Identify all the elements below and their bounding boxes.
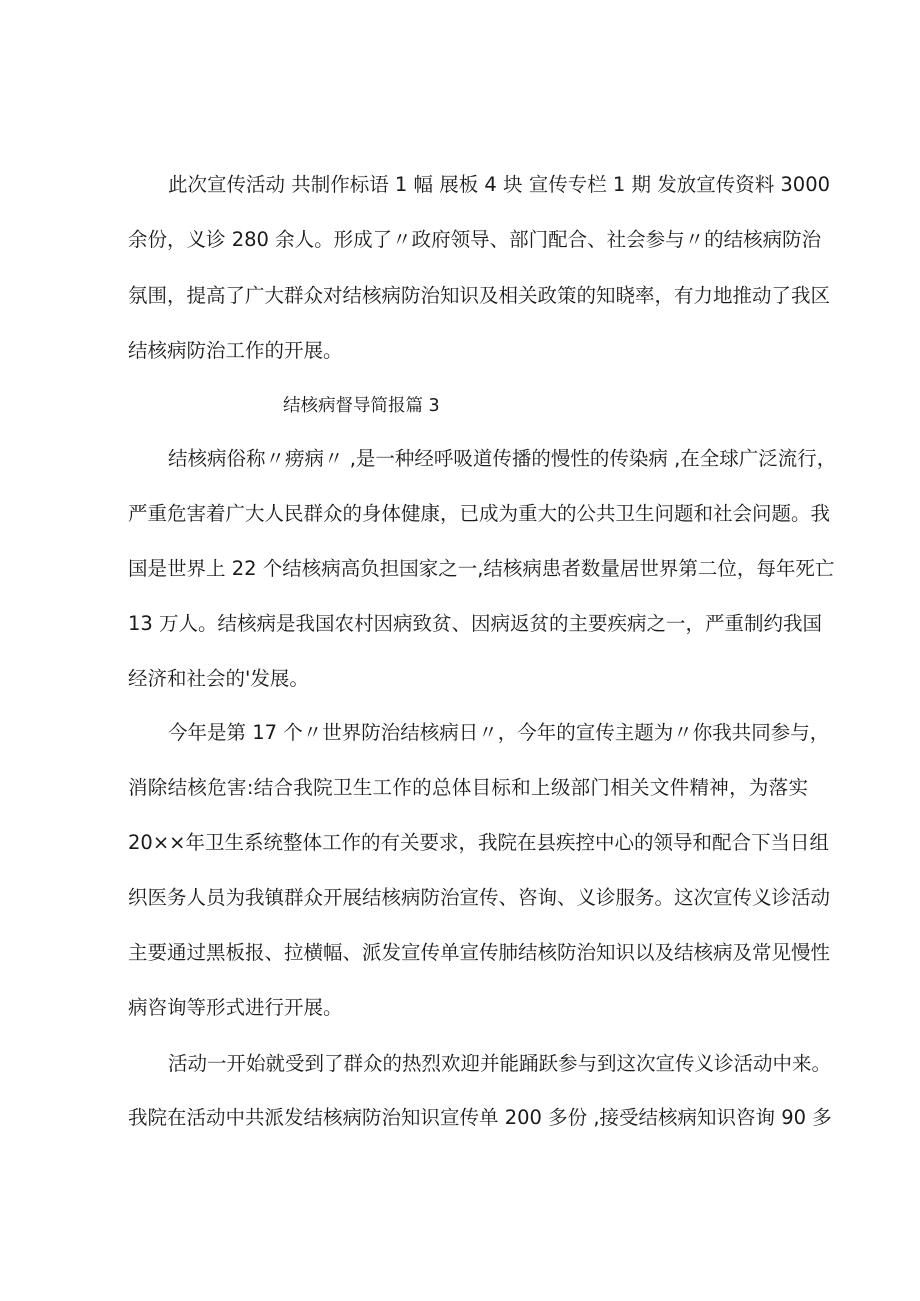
paragraph-2-line-5: 经济和社会的'发展。 [128,667,309,690]
paragraph-1-line-4: 结核病防治工作的开展。 [128,339,343,362]
paragraph-3-line-3: 20××年卫生系统整体工作的有关要求，我院在县疾控中心的领导和配合下当日组 [128,831,829,854]
paragraph-4-line-1: 活动一开始就受到了群众的热烈欢迎并能踊跃参与到这次宣传义诊活动中来。 [168,1052,832,1075]
paragraph-3-line-6: 病咨询等形式进行开展。 [128,996,343,1019]
section-heading: 结核病督导简报篇 3 [283,396,440,416]
paragraph-2-line-4: 13 万人。结核病是我国农村因病致贫、因病返贫的主要疾病之一，严重制约我国 [128,612,823,635]
paragraph-3-line-5: 主要通过黑板报、拉横幅、派发宣传单宣传肺结核防治知识以及结核病及常见慢性 [128,941,831,964]
paragraph-3-line-2: 消除结核危害:结合我院卫生工作的总体目标和上级部门相关文件精神，为落实 [128,776,808,799]
paragraph-1-line-3: 氛围，提高了广大群众对结核病防治知识及相关政策的知晓率，有力地推动了我区 [128,284,831,307]
paragraph-3-line-4: 织医务人员为我镇群众开展结核病防治宣传、咨询、义诊服务。这次宣传义诊活动 [128,886,831,909]
paragraph-4-line-2: 我院在活动中共派发结核病防治知识宣传单 200 多份 ,接受结核病知识咨询 90 多 [128,1106,832,1129]
paragraph-1-line-1: 此次宣传活动 共制作标语 1 幅 展板 4 块 宣传专栏 1 期 发放宣传资料 3000 [168,173,831,196]
paragraph-1-line-2: 余份，义诊 280 余人。形成了〃政府领导、部门配合、社会参与〃的结核病防治 [128,228,822,251]
paragraph-2-line-2: 严重危害着广大人民群众的身体健康，已成为重大的公共卫生问题和社会问题。我 [128,502,831,525]
paragraph-2-line-3: 国是世界上 22 个结核病高负担国家之一,结核病患者数量居世界第二位，每年死亡 [128,557,835,580]
paragraph-3-line-1: 今年是第 17 个〃世界防治结核病日〃，今年的宣传主题为〃你我共同参与， [168,721,830,744]
paragraph-2-line-1: 结核病俗称〃痨病〃 ,是一种经呼吸道传播的慢性的传染病 ,在全球广泛流行， [168,447,837,470]
